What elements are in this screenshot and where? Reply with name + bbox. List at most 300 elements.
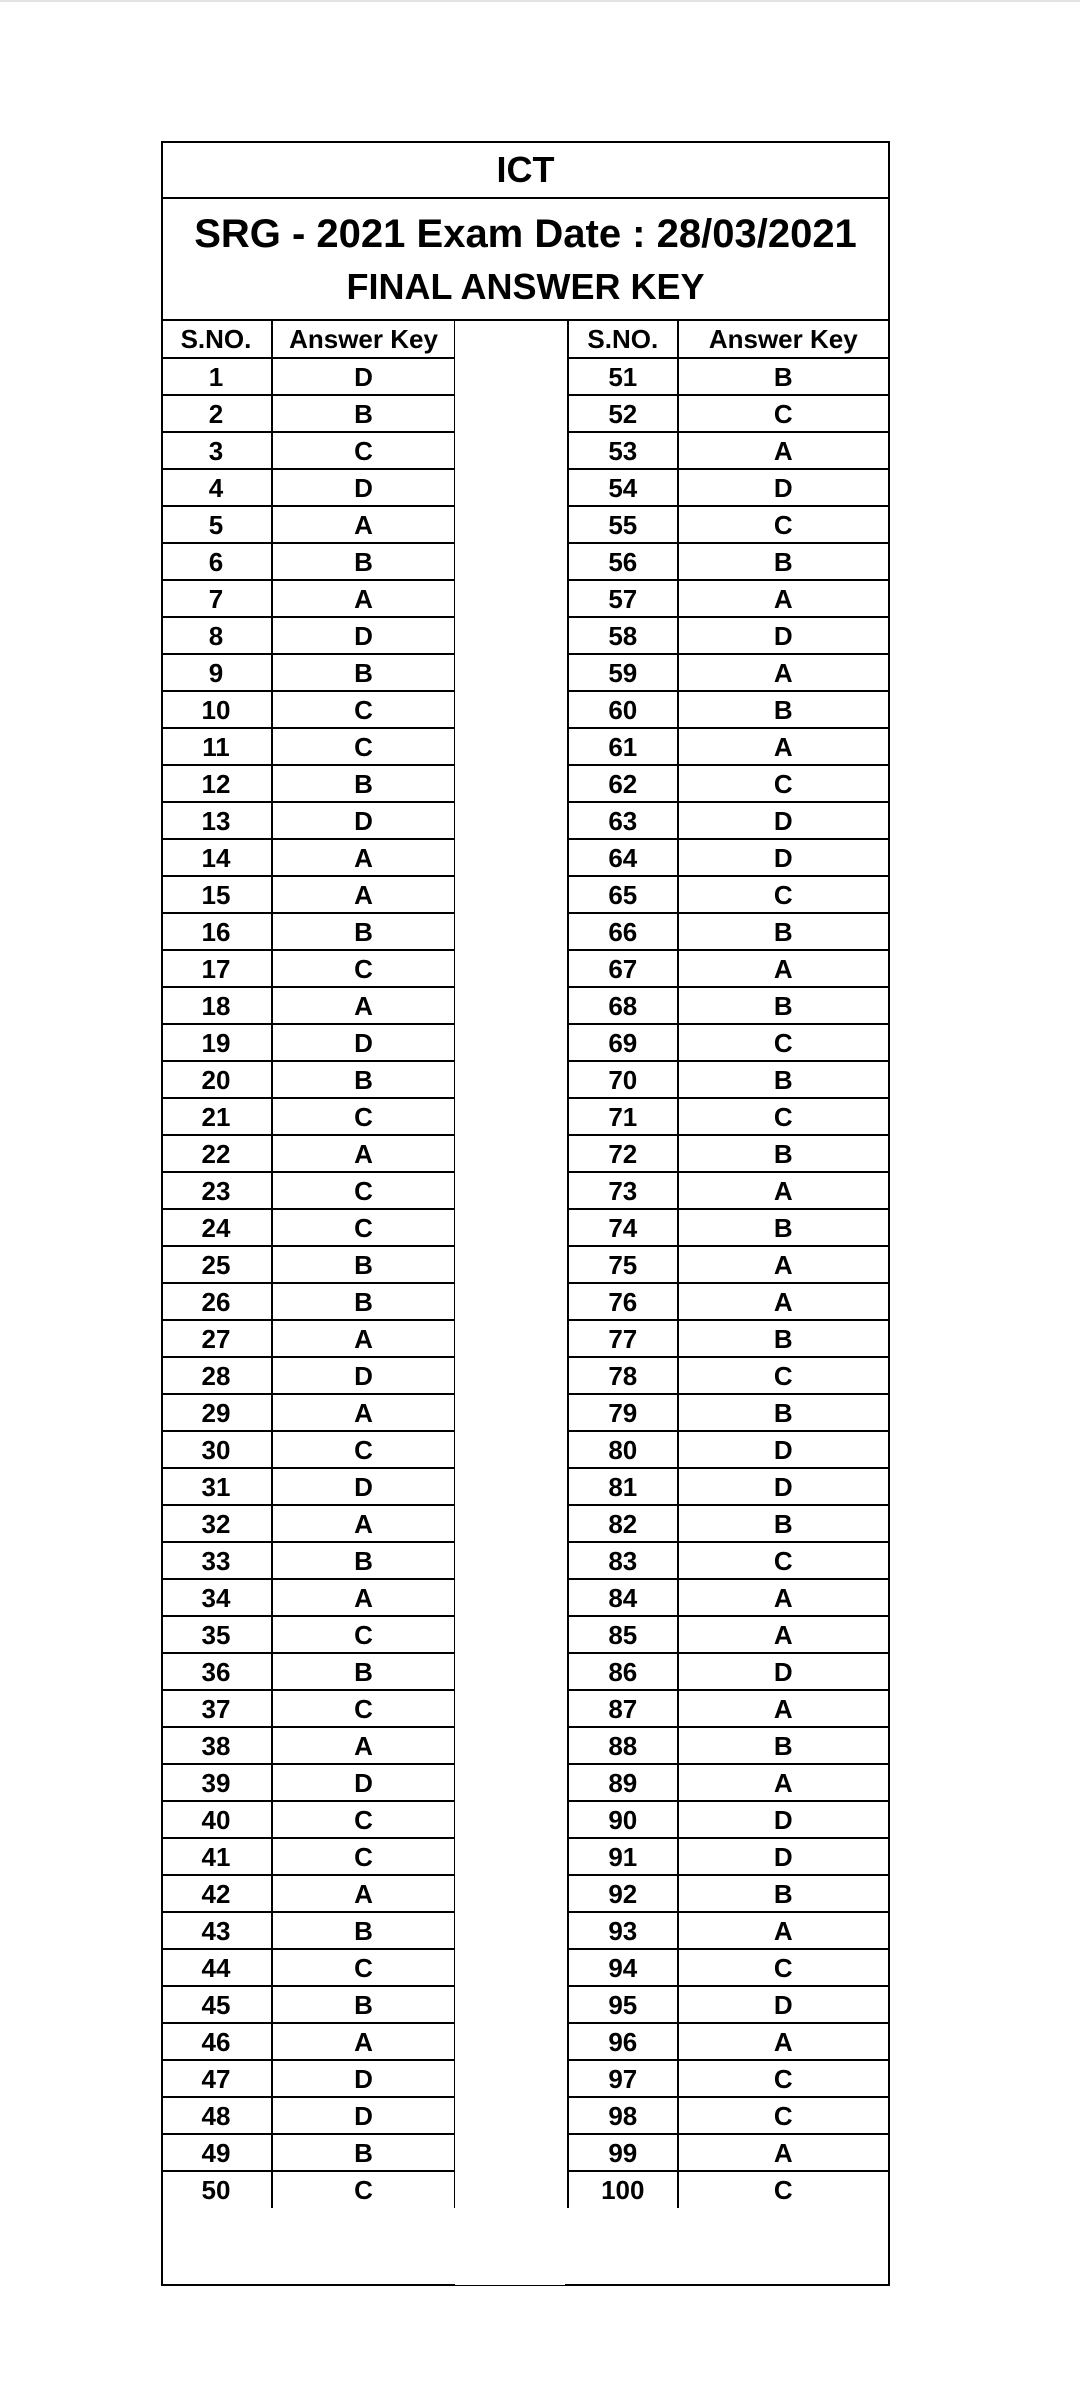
answer-value: A bbox=[272, 506, 455, 543]
answer-value: D bbox=[678, 839, 888, 876]
answer-value: B bbox=[678, 1394, 888, 1431]
table-row bbox=[161, 950, 455, 987]
answer-value: B bbox=[272, 1986, 455, 2023]
question-number: 7 bbox=[161, 580, 272, 617]
answer-key-sheet bbox=[161, 141, 890, 2286]
answer-value: B bbox=[678, 1875, 888, 1912]
answer-value: C bbox=[272, 1209, 455, 1246]
answer-value: C bbox=[272, 1616, 455, 1653]
question-number: 4 bbox=[161, 469, 272, 506]
answer-value: B bbox=[678, 1320, 888, 1357]
table-row bbox=[568, 1357, 888, 1394]
sno-header: S.NO. bbox=[568, 321, 678, 358]
answer-value: C bbox=[678, 2171, 888, 2208]
question-number: 63 bbox=[568, 802, 678, 839]
answer-value: C bbox=[272, 432, 455, 469]
table-row bbox=[161, 987, 455, 1024]
table-row bbox=[568, 1949, 888, 1986]
question-number: 24 bbox=[161, 1209, 272, 1246]
question-number: 48 bbox=[161, 2097, 272, 2134]
answer-value: A bbox=[678, 1912, 888, 1949]
table-row bbox=[161, 1172, 455, 1209]
question-number: 81 bbox=[568, 1468, 678, 1505]
answer-value: B bbox=[272, 654, 455, 691]
answer-value: A bbox=[678, 432, 888, 469]
question-number: 100 bbox=[568, 2171, 678, 2208]
question-number: 65 bbox=[568, 876, 678, 913]
answer-value: D bbox=[678, 1986, 888, 2023]
table-row bbox=[161, 1653, 455, 1690]
answer-value: C bbox=[272, 2171, 455, 2208]
answer-value: A bbox=[272, 876, 455, 913]
question-number: 86 bbox=[568, 1653, 678, 1690]
question-number: 69 bbox=[568, 1024, 678, 1061]
question-number: 37 bbox=[161, 1690, 272, 1727]
question-number: 13 bbox=[161, 802, 272, 839]
answer-value: B bbox=[272, 2134, 455, 2171]
table-row bbox=[161, 432, 455, 469]
answer-value: B bbox=[678, 987, 888, 1024]
question-number: 20 bbox=[161, 1061, 272, 1098]
answer-value: A bbox=[272, 1875, 455, 1912]
question-number: 80 bbox=[568, 1431, 678, 1468]
answer-value: C bbox=[678, 2097, 888, 2134]
answer-value: A bbox=[678, 1283, 888, 1320]
question-number: 25 bbox=[161, 1246, 272, 1283]
answer-value: A bbox=[678, 2023, 888, 2060]
table-row bbox=[161, 1024, 455, 1061]
table-row bbox=[161, 1875, 455, 1912]
table-row bbox=[161, 469, 455, 506]
answer-value: A bbox=[272, 580, 455, 617]
question-number: 8 bbox=[161, 617, 272, 654]
question-number: 42 bbox=[161, 1875, 272, 1912]
table-row bbox=[161, 691, 455, 728]
answer-value: C bbox=[678, 1024, 888, 1061]
table-row bbox=[161, 1394, 455, 1431]
question-number: 99 bbox=[568, 2134, 678, 2171]
question-number: 68 bbox=[568, 987, 678, 1024]
answer-value: C bbox=[678, 395, 888, 432]
answer-value: D bbox=[678, 1431, 888, 1468]
question-number: 16 bbox=[161, 913, 272, 950]
table-row bbox=[568, 1098, 888, 1135]
table-row bbox=[568, 1468, 888, 1505]
table-row bbox=[568, 913, 888, 950]
question-number: 21 bbox=[161, 1098, 272, 1135]
question-number: 55 bbox=[568, 506, 678, 543]
table-row bbox=[161, 913, 455, 950]
table-row bbox=[568, 617, 888, 654]
question-number: 77 bbox=[568, 1320, 678, 1357]
question-number: 22 bbox=[161, 1135, 272, 1172]
answer-value: B bbox=[272, 1912, 455, 1949]
answer-table-right bbox=[567, 321, 888, 2208]
table-row bbox=[161, 1616, 455, 1653]
answer-value: A bbox=[678, 1246, 888, 1283]
table-row bbox=[568, 1394, 888, 1431]
table-row bbox=[568, 2060, 888, 2097]
question-number: 9 bbox=[161, 654, 272, 691]
table-row bbox=[161, 1061, 455, 1098]
question-number: 47 bbox=[161, 2060, 272, 2097]
answer-value: D bbox=[678, 617, 888, 654]
question-number: 58 bbox=[568, 617, 678, 654]
answer-value: C bbox=[272, 691, 455, 728]
answer-key-header: Answer Key bbox=[272, 321, 455, 358]
question-number: 38 bbox=[161, 1727, 272, 1764]
table-row bbox=[161, 358, 455, 395]
question-number: 71 bbox=[568, 1098, 678, 1135]
question-number: 17 bbox=[161, 950, 272, 987]
answer-value: A bbox=[272, 1727, 455, 1764]
answer-value: B bbox=[678, 543, 888, 580]
table-row bbox=[568, 1690, 888, 1727]
question-number: 6 bbox=[161, 543, 272, 580]
question-number: 33 bbox=[161, 1542, 272, 1579]
answer-value: B bbox=[272, 765, 455, 802]
question-number: 62 bbox=[568, 765, 678, 802]
answer-value: D bbox=[678, 1801, 888, 1838]
question-number: 2 bbox=[161, 395, 272, 432]
table-row bbox=[568, 987, 888, 1024]
question-number: 78 bbox=[568, 1357, 678, 1394]
answer-value: B bbox=[272, 1061, 455, 1098]
table-row bbox=[161, 1801, 455, 1838]
table-row bbox=[568, 654, 888, 691]
question-number: 60 bbox=[568, 691, 678, 728]
question-number: 96 bbox=[568, 2023, 678, 2060]
question-number: 50 bbox=[161, 2171, 272, 2208]
question-number: 34 bbox=[161, 1579, 272, 1616]
title-block bbox=[163, 143, 888, 321]
table-row bbox=[568, 1838, 888, 1875]
question-number: 92 bbox=[568, 1875, 678, 1912]
answer-value: A bbox=[678, 950, 888, 987]
table-row bbox=[161, 1431, 455, 1468]
table-row bbox=[568, 506, 888, 543]
question-number: 32 bbox=[161, 1505, 272, 1542]
question-number: 18 bbox=[161, 987, 272, 1024]
question-number: 39 bbox=[161, 1764, 272, 1801]
table-row bbox=[161, 395, 455, 432]
table-header-row bbox=[161, 321, 455, 358]
answer-value: A bbox=[678, 1764, 888, 1801]
final-answer-key-heading: FINAL ANSWER KEY bbox=[346, 266, 705, 307]
table-row bbox=[161, 2134, 455, 2171]
question-number: 27 bbox=[161, 1320, 272, 1357]
table-row bbox=[568, 1764, 888, 1801]
answer-value: B bbox=[272, 543, 455, 580]
answer-value: C bbox=[272, 1801, 455, 1838]
table-row bbox=[568, 1135, 888, 1172]
answer-key-header: Answer Key bbox=[678, 321, 888, 358]
table-row bbox=[161, 580, 455, 617]
answer-value: B bbox=[678, 913, 888, 950]
question-number: 98 bbox=[568, 2097, 678, 2134]
table-row bbox=[161, 1209, 455, 1246]
subject-title: ICT bbox=[163, 143, 888, 199]
answer-value: A bbox=[678, 580, 888, 617]
answer-value: C bbox=[678, 2060, 888, 2097]
table-row bbox=[568, 2097, 888, 2134]
table-row bbox=[161, 1579, 455, 1616]
sno-header: S.NO. bbox=[161, 321, 272, 358]
question-number: 56 bbox=[568, 543, 678, 580]
table-row bbox=[568, 1616, 888, 1653]
question-number: 51 bbox=[568, 358, 678, 395]
answer-value: A bbox=[678, 1690, 888, 1727]
answer-value: A bbox=[272, 987, 455, 1024]
table-row bbox=[568, 1172, 888, 1209]
answer-value: C bbox=[678, 1357, 888, 1394]
table-row bbox=[161, 876, 455, 913]
answer-value: C bbox=[272, 1949, 455, 1986]
answer-value: D bbox=[272, 1024, 455, 1061]
table-row bbox=[568, 395, 888, 432]
table-row bbox=[568, 2134, 888, 2171]
table-row bbox=[568, 1505, 888, 1542]
table-row bbox=[161, 1283, 455, 1320]
table-row bbox=[161, 2060, 455, 2097]
table-row bbox=[568, 1801, 888, 1838]
question-number: 97 bbox=[568, 2060, 678, 2097]
table-row bbox=[568, 1061, 888, 1098]
question-number: 11 bbox=[161, 728, 272, 765]
answer-value: B bbox=[272, 1653, 455, 1690]
exam-date-line: SRG - 2021 Exam Date : 28/03/2021 bbox=[194, 212, 857, 256]
question-number: 45 bbox=[161, 1986, 272, 2023]
answer-value: C bbox=[272, 1431, 455, 1468]
answer-value: B bbox=[272, 395, 455, 432]
answer-value: A bbox=[678, 728, 888, 765]
answer-value: D bbox=[272, 2060, 455, 2097]
answer-value: D bbox=[678, 1653, 888, 1690]
answer-value: A bbox=[272, 1394, 455, 1431]
table-row bbox=[161, 1542, 455, 1579]
question-number: 52 bbox=[568, 395, 678, 432]
answer-rows-left bbox=[161, 358, 455, 2208]
table-row bbox=[568, 728, 888, 765]
question-number: 87 bbox=[568, 1690, 678, 1727]
answer-value: D bbox=[678, 1838, 888, 1875]
table-row bbox=[161, 1246, 455, 1283]
question-number: 35 bbox=[161, 1616, 272, 1653]
answer-value: D bbox=[678, 469, 888, 506]
question-number: 40 bbox=[161, 1801, 272, 1838]
question-number: 10 bbox=[161, 691, 272, 728]
table-row bbox=[568, 765, 888, 802]
table-row bbox=[568, 1431, 888, 1468]
question-number: 79 bbox=[568, 1394, 678, 1431]
table-row bbox=[161, 1468, 455, 1505]
table-row bbox=[161, 1098, 455, 1135]
answer-table-left bbox=[161, 321, 456, 2208]
table-row bbox=[568, 2023, 888, 2060]
table-row bbox=[568, 1542, 888, 1579]
question-number: 57 bbox=[568, 580, 678, 617]
table-row bbox=[568, 802, 888, 839]
table-row bbox=[161, 1320, 455, 1357]
answer-value: C bbox=[678, 1098, 888, 1135]
answer-value: A bbox=[678, 654, 888, 691]
question-number: 12 bbox=[161, 765, 272, 802]
question-number: 36 bbox=[161, 1653, 272, 1690]
table-row bbox=[568, 1653, 888, 1690]
answer-value: C bbox=[678, 1542, 888, 1579]
question-number: 14 bbox=[161, 839, 272, 876]
table-row bbox=[161, 1838, 455, 1875]
answer-value: C bbox=[678, 876, 888, 913]
answer-value: C bbox=[272, 950, 455, 987]
table-row bbox=[568, 950, 888, 987]
answer-value: A bbox=[272, 1320, 455, 1357]
question-number: 29 bbox=[161, 1394, 272, 1431]
answer-value: D bbox=[272, 802, 455, 839]
table-row bbox=[568, 1875, 888, 1912]
question-number: 73 bbox=[568, 1172, 678, 1209]
answer-value: D bbox=[272, 469, 455, 506]
answer-value: A bbox=[678, 1172, 888, 1209]
question-number: 72 bbox=[568, 1135, 678, 1172]
question-number: 90 bbox=[568, 1801, 678, 1838]
answer-value: B bbox=[678, 1727, 888, 1764]
answer-value: D bbox=[272, 358, 455, 395]
question-number: 28 bbox=[161, 1357, 272, 1394]
answer-value: C bbox=[678, 765, 888, 802]
table-row bbox=[161, 1135, 455, 1172]
table-row bbox=[161, 765, 455, 802]
question-number: 59 bbox=[568, 654, 678, 691]
answer-value: B bbox=[272, 1283, 455, 1320]
question-number: 41 bbox=[161, 1838, 272, 1875]
question-number: 15 bbox=[161, 876, 272, 913]
question-number: 83 bbox=[568, 1542, 678, 1579]
question-number: 54 bbox=[568, 469, 678, 506]
question-number: 23 bbox=[161, 1172, 272, 1209]
answer-value: B bbox=[678, 1061, 888, 1098]
answer-value: A bbox=[272, 2023, 455, 2060]
table-row bbox=[568, 691, 888, 728]
table-row bbox=[568, 469, 888, 506]
table-row bbox=[568, 876, 888, 913]
table-row bbox=[161, 1764, 455, 1801]
table-row bbox=[568, 1283, 888, 1320]
answer-value: D bbox=[272, 2097, 455, 2134]
table-row bbox=[568, 1579, 888, 1616]
answer-value: A bbox=[272, 1135, 455, 1172]
answer-value: B bbox=[678, 691, 888, 728]
question-number: 31 bbox=[161, 1468, 272, 1505]
question-number: 75 bbox=[568, 1246, 678, 1283]
question-number: 91 bbox=[568, 1838, 678, 1875]
question-number: 76 bbox=[568, 1283, 678, 1320]
question-number: 49 bbox=[161, 2134, 272, 2171]
table-row bbox=[161, 1690, 455, 1727]
answer-value: C bbox=[272, 1690, 455, 1727]
table-row bbox=[161, 543, 455, 580]
answer-value: C bbox=[678, 506, 888, 543]
table-row bbox=[161, 1357, 455, 1394]
table-row bbox=[568, 1320, 888, 1357]
answer-value: B bbox=[272, 1246, 455, 1283]
answer-value: B bbox=[678, 358, 888, 395]
question-number: 19 bbox=[161, 1024, 272, 1061]
question-number: 88 bbox=[568, 1727, 678, 1764]
table-row bbox=[161, 1949, 455, 1986]
answer-value: C bbox=[272, 728, 455, 765]
question-number: 30 bbox=[161, 1431, 272, 1468]
question-number: 3 bbox=[161, 432, 272, 469]
table-row bbox=[568, 839, 888, 876]
question-number: 43 bbox=[161, 1912, 272, 1949]
answer-value: A bbox=[678, 2134, 888, 2171]
question-number: 89 bbox=[568, 1764, 678, 1801]
answer-value: D bbox=[272, 617, 455, 654]
answer-value: A bbox=[272, 839, 455, 876]
table-row bbox=[161, 617, 455, 654]
table-row bbox=[161, 1727, 455, 1764]
table-row bbox=[568, 358, 888, 395]
answer-value: A bbox=[678, 1579, 888, 1616]
question-number: 85 bbox=[568, 1616, 678, 1653]
answer-value: A bbox=[272, 1505, 455, 1542]
question-number: 44 bbox=[161, 1949, 272, 1986]
question-number: 74 bbox=[568, 1209, 678, 1246]
question-number: 1 bbox=[161, 358, 272, 395]
table-row bbox=[568, 2171, 888, 2208]
table-row bbox=[568, 580, 888, 617]
answer-value: C bbox=[272, 1172, 455, 1209]
question-number: 26 bbox=[161, 1283, 272, 1320]
table-row bbox=[161, 802, 455, 839]
table-row bbox=[161, 1505, 455, 1542]
answer-value: D bbox=[678, 802, 888, 839]
question-number: 70 bbox=[568, 1061, 678, 1098]
table-row bbox=[568, 1246, 888, 1283]
table-row bbox=[161, 839, 455, 876]
table-header-row bbox=[568, 321, 888, 358]
table-row bbox=[161, 2097, 455, 2134]
answer-value: B bbox=[678, 1505, 888, 1542]
question-number: 84 bbox=[568, 1579, 678, 1616]
answer-value: D bbox=[272, 1764, 455, 1801]
table-row bbox=[568, 1209, 888, 1246]
table-row bbox=[161, 1912, 455, 1949]
answer-value: A bbox=[678, 1616, 888, 1653]
table-row bbox=[568, 1024, 888, 1061]
top-divider bbox=[0, 0, 1080, 2]
question-number: 46 bbox=[161, 2023, 272, 2060]
answer-value: B bbox=[678, 1135, 888, 1172]
table-row bbox=[568, 1912, 888, 1949]
answer-value: B bbox=[678, 1209, 888, 1246]
table-row bbox=[161, 728, 455, 765]
table-row bbox=[568, 543, 888, 580]
answer-value: D bbox=[272, 1357, 455, 1394]
answer-value: A bbox=[272, 1579, 455, 1616]
table-row bbox=[161, 1986, 455, 2023]
table-row bbox=[568, 1986, 888, 2023]
table-row bbox=[161, 654, 455, 691]
table-row bbox=[161, 2023, 455, 2060]
question-number: 67 bbox=[568, 950, 678, 987]
answer-value: B bbox=[272, 913, 455, 950]
table-row bbox=[568, 1727, 888, 1764]
question-number: 93 bbox=[568, 1912, 678, 1949]
table-row bbox=[161, 506, 455, 543]
answer-rows-right bbox=[568, 358, 888, 2208]
